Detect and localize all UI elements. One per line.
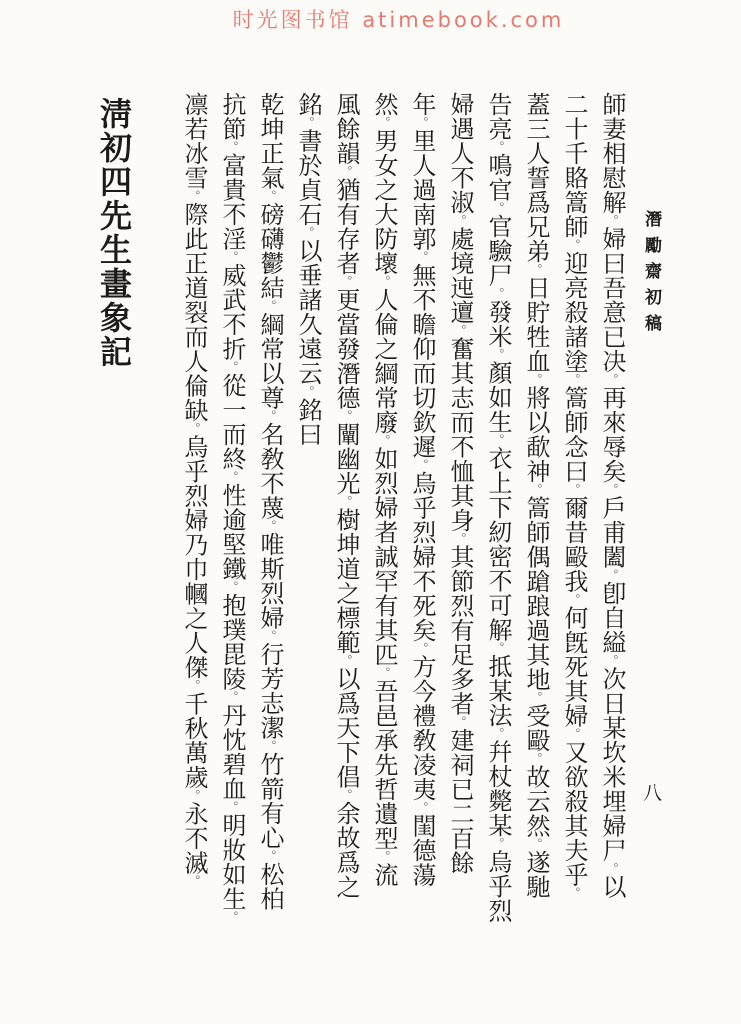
ideographic-full-stop: 。 xyxy=(339,275,353,288)
ideographic-full-stop: 。 xyxy=(225,911,239,923)
page-number: 八 xyxy=(640,783,662,802)
ideographic-full-stop: 。 xyxy=(377,275,391,288)
text-column: 二十千賂篙師。迎亮殺諸塗。篙師念曰。爾昔毆我。何旣死其婦。又欲殺其夫乎。 xyxy=(560,92,588,899)
running-title-column xyxy=(631,92,671,982)
ideographic-full-stop: 。 xyxy=(415,459,429,471)
ideographic-full-stop: 。 xyxy=(263,190,277,202)
text-column: 抗節。富貴不淫。威武不折。從一而終。性逾堅鐵。抱璞毘陵。丹忱碧血。明妝如生。 xyxy=(218,92,246,923)
text-column: 年。里人過南郭。無不瞻仰而切欽遲。烏乎烈婦不死矣。方今禮敎凌夷。閨德蕩 xyxy=(408,92,436,887)
text-column: 婦遇人不淑。處境迍邅。奮其志而不恤其身。其節烈有足多者。建祠已二百餘 xyxy=(446,92,474,875)
text-column: 銘。書於貞石。以垂諸久遠云。銘曰 xyxy=(294,92,322,447)
ideographic-full-stop: 。 xyxy=(605,862,619,875)
ideographic-full-stop: 。 xyxy=(491,287,505,300)
text-column: 告亮。鳴官。官驗尸。發米。顏如生。衣上下紉密不可解。抵某法。幷杖斃某。烏乎烈 xyxy=(484,92,512,923)
ideographic-full-stop: 。 xyxy=(263,740,277,752)
side-title: 淸初四先生畫象記 xyxy=(95,97,133,369)
ideographic-full-stop: 。 xyxy=(491,141,505,153)
ideographic-full-stop: 。 xyxy=(491,202,505,214)
ideographic-full-stop: 。 xyxy=(225,361,239,373)
ideographic-full-stop: 。 xyxy=(187,422,201,435)
ideographic-full-stop: 。 xyxy=(187,789,201,802)
ideographic-full-stop: 。 xyxy=(453,532,467,545)
ideographic-full-stop: 。 xyxy=(187,875,201,887)
ideographic-full-stop: 。 xyxy=(377,116,391,129)
ideographic-full-stop: 。 xyxy=(225,141,239,153)
ideographic-full-stop: 。 xyxy=(567,887,581,899)
ideographic-full-stop: 。 xyxy=(491,642,505,654)
ideographic-full-stop: 。 xyxy=(301,385,315,398)
ideographic-full-stop: 。 xyxy=(263,850,277,862)
ideographic-full-stop: 。 xyxy=(567,373,581,386)
ideographic-full-stop: 。 xyxy=(263,410,277,422)
ideographic-full-stop: 。 xyxy=(339,495,353,508)
ideographic-full-stop: 。 xyxy=(529,263,543,276)
ideographic-full-stop: 。 xyxy=(301,226,315,239)
ideographic-full-stop: 。 xyxy=(491,348,505,361)
ideographic-full-stop: 。 xyxy=(567,239,581,251)
ideographic-full-stop: 。 xyxy=(415,116,429,129)
ideographic-full-stop: 。 xyxy=(377,850,391,863)
ideographic-full-stop: 。 xyxy=(339,165,353,178)
ideographic-full-stop: 。 xyxy=(187,190,201,202)
text-column: 凛若冰雪。際此正道裂而人倫缺。烏乎烈婦乃巾幗之人傑。千秋萬歲。永不滅。 xyxy=(180,92,208,887)
text-column: 乾坤正氣。磅礴鬱結。綱常以尊。名敎不蔑。唯斯烈婦。行芳志潔。竹箭有心。松柏 xyxy=(256,92,284,911)
ideographic-full-stop: 。 xyxy=(339,410,353,422)
ideographic-full-stop: 。 xyxy=(491,727,505,740)
ideographic-full-stop: 。 xyxy=(453,716,467,728)
ideographic-full-stop: 。 xyxy=(263,300,277,312)
ideographic-full-stop: 。 xyxy=(529,691,543,704)
ideographic-full-stop: 。 xyxy=(377,434,391,447)
watermark-text: 时光图书馆 atimebook.com xyxy=(232,8,565,32)
ideographic-full-stop: 。 xyxy=(529,838,543,850)
ideographic-full-stop: 。 xyxy=(605,654,619,667)
ideographic-full-stop: 。 xyxy=(225,471,239,483)
ideographic-full-stop: 。 xyxy=(263,630,277,642)
text-column: 師妻相慰解。婦曰吾意已决。再來辱矣。戶甫闔。卽自縊。次日某坎米埋婦尸。以 xyxy=(598,92,626,899)
ideographic-full-stop: 。 xyxy=(301,116,315,129)
ideographic-full-stop: 。 xyxy=(453,324,467,337)
ideographic-full-stop: 。 xyxy=(415,642,429,655)
ideographic-full-stop: 。 xyxy=(225,691,239,703)
ideographic-full-stop: 。 xyxy=(567,483,581,496)
running-title: 潛勵齋初稿 xyxy=(641,210,661,340)
ideographic-full-stop: 。 xyxy=(415,801,429,814)
ideographic-full-stop: 。 xyxy=(339,654,353,667)
ideographic-full-stop: 。 xyxy=(339,789,353,801)
text-column: 風餘韻。猶有存者。更當發潛德。闡幽光。樹坤道之標範。以爲天下倡。余故爲之 xyxy=(332,92,360,899)
ideographic-full-stop: 。 xyxy=(225,251,239,263)
ideographic-full-stop: 。 xyxy=(605,373,619,386)
ideographic-full-stop: 。 xyxy=(567,728,581,740)
ideographic-full-stop: 。 xyxy=(529,483,543,496)
ideographic-full-stop: 。 xyxy=(605,214,619,227)
text-column: 然。男女之大防壞。人倫之綱常廢。如烈婦者誠罕有其匹。吾邑承先哲遺型。流 xyxy=(370,92,398,887)
ideographic-full-stop: 。 xyxy=(187,679,201,692)
ideographic-full-stop: 。 xyxy=(605,483,619,496)
ideographic-full-stop: 。 xyxy=(225,581,239,593)
ideographic-full-stop: 。 xyxy=(377,667,391,679)
ideographic-full-stop: 。 xyxy=(529,752,543,765)
ideographic-full-stop: 。 xyxy=(453,214,467,227)
text-columns xyxy=(175,92,631,982)
ideographic-full-stop: 。 xyxy=(225,801,239,813)
text-column: 蓋三人誓爲兄弟。日貯牲血。將以歃神。篙師偶蹌踉過其地。受毆。故云然。遂馳 xyxy=(522,92,550,899)
ideographic-full-stop: 。 xyxy=(415,251,429,263)
main-text-block xyxy=(175,92,671,982)
ideographic-full-stop: 。 xyxy=(263,520,277,532)
ideographic-full-stop: 。 xyxy=(491,837,505,850)
ideographic-full-stop: 。 xyxy=(605,569,619,581)
ideographic-full-stop: 。 xyxy=(491,434,505,446)
ideographic-full-stop: 。 xyxy=(529,373,543,386)
ideographic-full-stop: 。 xyxy=(567,593,581,606)
